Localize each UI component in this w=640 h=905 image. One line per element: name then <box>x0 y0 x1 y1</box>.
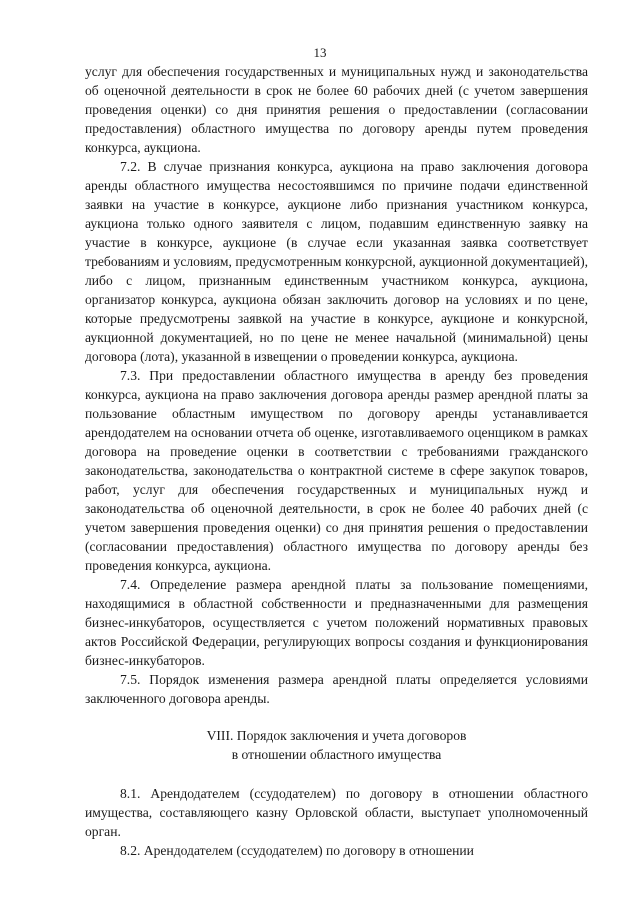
section-heading-line-1: VIII. Порядок заключения и учета договоров <box>206 728 467 743</box>
paragraph-7-5: 7.5. Порядок изменения размера арендной платы определяется условиями заключенного договора аренды. <box>85 672 588 706</box>
page-number: 13 <box>313 45 327 60</box>
section-heading <box>85 726 588 764</box>
paragraph-8-1: 8.1. Арендодателем (ссудодателем) по договору в отношении областного имущества, составляющего казну Орловской области, выступает уполномоченный орган. <box>85 786 588 839</box>
section-heading-line-2: в отношении областного имущества <box>231 747 442 762</box>
document-body <box>85 62 588 860</box>
paragraph-7-3: 7.3. При предоставлении областного имущества в аренду без проведения конкурса, аукциона на право заключения договора аренды размер арендной платы за пользование областным имуществом по договору аренды устанавливается арендодателем на основании отчета об оценке, изготавливаемого оценщиком в рамках договора на проведение оценки в соответствии с требованиями гражданского законодательства, законодательства о контрактной системе в сфере закупок товаров, работ, услуг для обеспечения государственных и муниципальных нужд и законодательства об оценочной деятельности, в срок не более 40 рабочих дней (с учетом завершения проведения оценки) со дня принятия решения о предоставлении (согласовании предоставления) областного имущества по договору аренды без проведения конкурса, аукциона. <box>85 368 588 573</box>
paragraph-7-2: 7.2. В случае признания конкурса, аукциона на право заключения договора аренды областного имущества несостоявшимся по причине подачи единственной заявки на участие в конкурсе, аукционе либо признания участником конкурса, аукциона только одного заявителя с лицом, подавшим единственную заявку на участие в конкурсе, аукционе (в случае если указанная заявка соответствует требованиям и условиям, предусмотренным конкурсной, аукционной документацией), либо с лицом, признанным единственным участником конкурса, аукциона, организатор конкурса, аукциона обязан заключить договор на условиях и по цене, которые предусмотрены заявкой на участие в конкурсе, аукционе и конкурсной, аукционной документацией, но по цене не менее начальной (минимальной) цены договора (лота), указанной в извещении о проведении конкурса, аукциона. <box>85 159 588 364</box>
paragraph-7-1-continuation: услуг для обеспечения государственных и муниципальных нужд и законодательства об оценочной деятельности в срок не более 60 рабочих дней (с учетом завершения проведения оценки) со дня принятия решения о предоставлении (согласовании предоставления) областного имущества по договору аренды путем проведения конкурса, аукциона. <box>85 64 588 155</box>
paragraph-8-2: 8.2. Арендодателем (ссудодателем) по договору в отношении <box>120 843 474 858</box>
paragraph-7-4: 7.4. Определение размера арендной платы за пользование помещениями, находящимися в областной собственности и предназначенными для размещения бизнес-инкубаторов, осуществляется с учетом положений нормативных правовых актов Российской Федерации, регулирующих вопросы создания и функционирования бизнес-инкубаторов. <box>85 577 588 668</box>
